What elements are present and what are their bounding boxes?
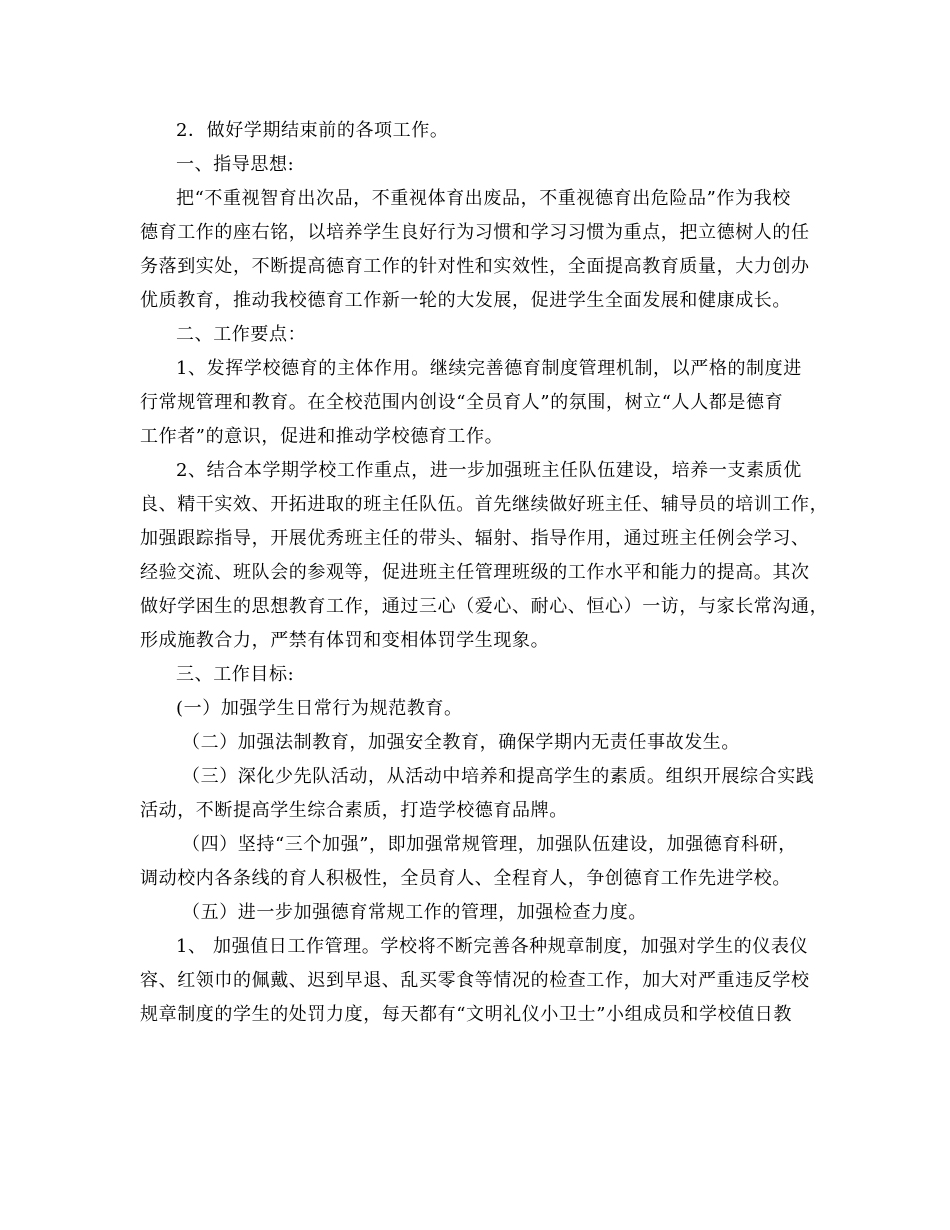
paragraph-work-point-2 [140,454,829,658]
text-line: 优质教育，推动我校德育工作新一轮的大发展，促进学生全面发展和健康成长。 [140,290,791,311]
text-line: （四）坚持“三个加强”，即加强常规管理，加强队伍建设，加强德育科研， [182,834,797,855]
text-line: 把“不重视智育出次品，不重视体育出废品，不重视德育出危险品”作为我校 [176,188,791,209]
text-line: 三、工作目标: [176,664,295,685]
text-line: 工作者”的意识，促进和推动学校德育工作。 [140,426,504,447]
paragraph-item-2 [140,114,812,148]
paragraph-goal-2 [140,726,812,760]
section-heading-work-points [140,318,812,352]
paragraph-work-point-1 [140,352,812,454]
text-line: 一、指导思想: [176,154,295,175]
section-heading-guiding-thought [140,148,812,182]
paragraph-goal-4 [140,828,812,896]
text-line: 形成施教合力，严禁有体罚和变相体罚学生现象。 [140,630,550,651]
text-line: 调动校内各条线的育人积极性，全员育人、全程育人，争创德育工作先进学校。 [140,868,791,889]
text-line: 2．做好学期结束前的各项工作。 [176,120,449,141]
text-line: 1、 加强值日工作管理。学校将不断完善各种规章制度，加强对学生的仪表仪 [176,936,809,957]
text-line: 2、结合本学期学校工作重点，进一步加强班主任队伍建设，培养一支素质优 [176,460,802,481]
section-heading-work-goals [140,658,812,692]
text-line: 规章制度的学生的处罚力度，每天都有“文明礼仪小卫士”小组成员和学校值日教 [140,1004,793,1025]
text-line: 良、精干实效、开拓进取的班主任队伍。首先继续做好班主任、辅导员的培训工作， [140,494,829,515]
text-line: （三）深化少先队活动，从活动中培养和提高学生的素质。组织开展综合实践 [182,766,815,787]
text-line: （二）加强法制教育，加强安全教育，确保学期内无责任事故发生。 [182,732,740,753]
paragraph-goal-1 [140,692,812,726]
text-line: 行常规管理和教育。在全校范围内创设“全员育人”的氛围，树立“人人都是德育 [140,392,784,413]
text-line: 经验交流、班队会的参观等，促进班主任管理班级的工作水平和能力的提高。其次 [140,562,810,583]
text-line: (一）加强学生日常行为规范教育。 [176,698,463,719]
document-body [140,114,829,1032]
text-line: 活动，不断提高学生综合素质，打造学校德育品牌。 [140,800,568,821]
text-line: 二、工作要点： [176,324,307,345]
text-line: 加强跟踪指导，开展优秀班主任的带头、辐射、指导作用，通过班主任例会学习、 [140,528,810,549]
text-line: 1、发挥学校德育的主体作用。继续完善德育制度管理机制，以严格的制度进 [176,358,802,379]
paragraph-goal-5 [140,896,812,930]
text-line: 务落到实处，不断提高德育工作的针对性和实效性，全面提高教育质量，大力创办 [140,256,810,277]
text-line: 德育工作的座右铭，以培养学生良好行为习惯和学习习惯为重点，把立德树人的任 [140,222,810,243]
paragraph-guiding-thought [140,182,812,318]
paragraph-duty-management [140,930,812,1032]
text-line: 容、红领巾的佩戴、迟到早退、乱买零食等情况的检查工作，加大对严重违反学校 [140,970,810,991]
paragraph-goal-3 [140,760,815,828]
text-line: （五）进一步加强德育常规工作的管理，加强检查力度。 [182,902,647,923]
text-line: 做好学困生的思想教育工作，通过三心（爱心、耐心、恒心）一访，与家长常沟通， [140,596,829,617]
